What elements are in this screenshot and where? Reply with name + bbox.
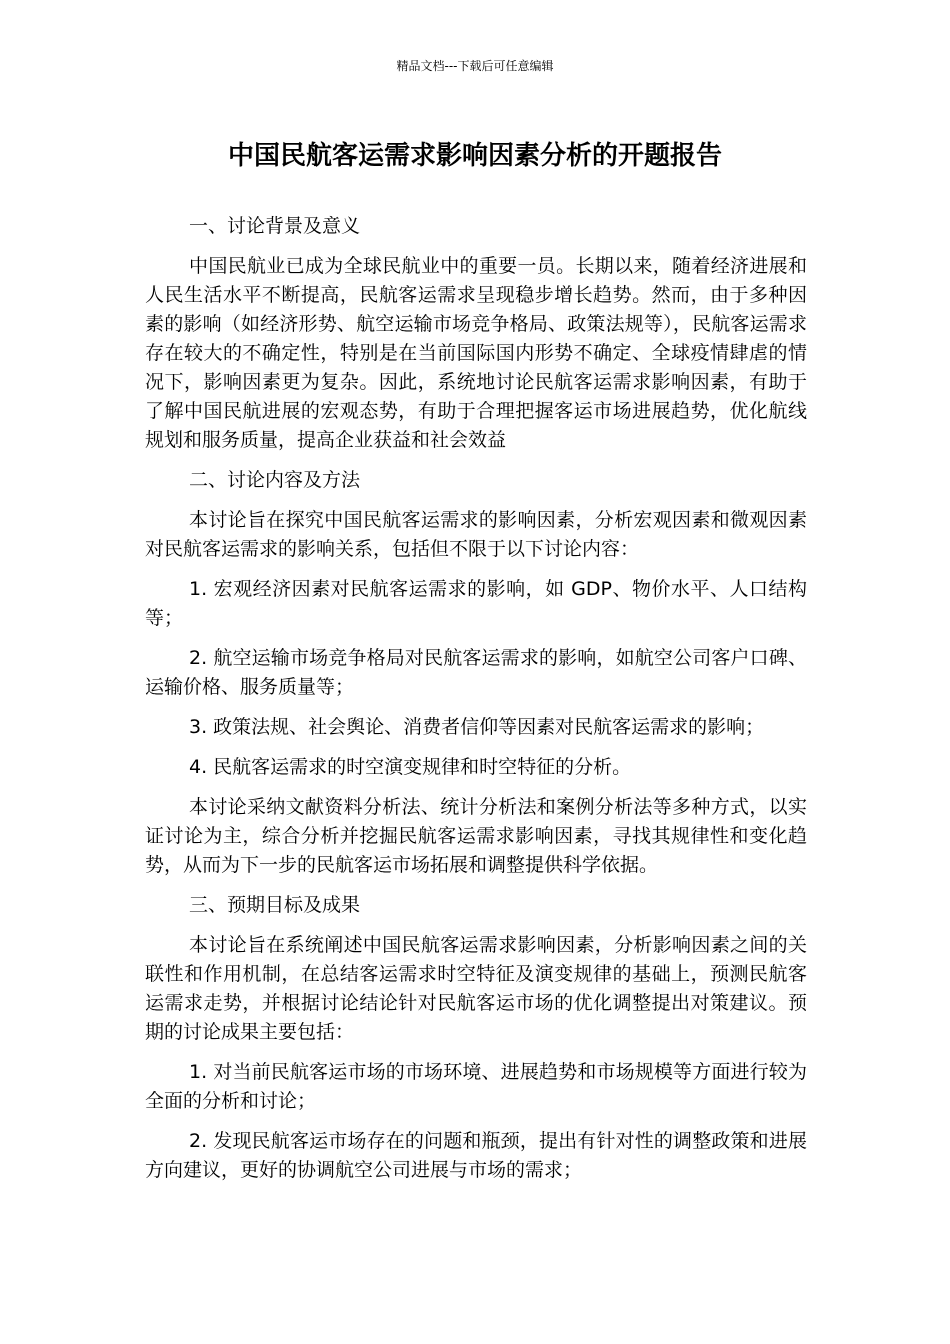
header-note: 精品文档---下载后可任意编辑 [396,59,554,73]
paragraph: 本讨论旨在探究中国民航客运需求的影响因素，分析宏观因素和微观因素对民航客运需求的影响关系，包括但不限于以下讨论内容： [145,509,807,560]
list-item: 3. 政策法规、社会舆论、消费者信仰等因素对民航客运需求的影响； [189,716,765,738]
list-item: 2. 发现民航客运市场存在的问题和瓶颈，提出有针对性的调整政策和进展方向建议，更好的协调航空公司进展与市场的需求； [145,1130,807,1181]
paragraph: 本讨论采纳文献资料分析法、统计分析法和案例分析法等多种方式，以实证讨论为主，综合分析并挖掘民航客运需求影响因素，寻找其规律性和变化趋势，从而为下一步的民航客运市场拓展和调整提供科学依据。 [145,796,807,876]
section-heading-background: 一、讨论背景及意义 [189,215,361,237]
list-item: 4. 民航客运需求的时空演变规律和时空特征的分析。 [189,756,632,778]
paragraph: 中国民航业已成为全球民航业中的重要一员。长期以来，随着经济进展和人民生活水平不断提高，民航客运需求呈现稳步增长趋势。然而，由于多种因素的影响（如经济形势、航空运输市场竞争格局、政策法规等），民航客运需求存在较大的不确定性，特别是在当前国际国内形势不确定、全球疫情肆虐的情况下，影响因素更为复杂。因此，系统地讨论民航客运需求影响因素，有助于了解中国民航进展的宏观态势，有助于合理把握客运市场进展趋势，优化航线规划和服务质量，提高企业获益和社会效益 [145,255,807,451]
list-item: 1. 对当前民航客运市场的市场环境、进展趋势和市场规模等方面进行较为全面的分析和讨论； [145,1061,807,1112]
document-body [145,212,807,1196]
paragraph: 本讨论旨在系统阐述中国民航客运需求影响因素，分析影响因素之间的关联性和作用机制，在总结客运需求时空特征及演变规律的基础上，预测民航客运需求走势，并根据讨论结论针对民航客运市场的优化调整提出对策建议。预期的讨论成果主要包括： [145,934,807,1043]
list-item: 2. 航空运输市场竞争格局对民航客运需求的影响，如航空公司客户口碑、运输价格、服务质量等； [145,647,807,698]
section-heading-content-method: 二、讨论内容及方法 [189,469,361,491]
list-item: 1. 宏观经济因素对民航客运需求的影响，如 GDP、物价水平、人口结构等； [145,578,807,629]
section-heading-expected-goals: 三、预期目标及成果 [189,894,361,916]
document-title: 中国民航客运需求影响因素分析的开题报告 [227,141,722,171]
